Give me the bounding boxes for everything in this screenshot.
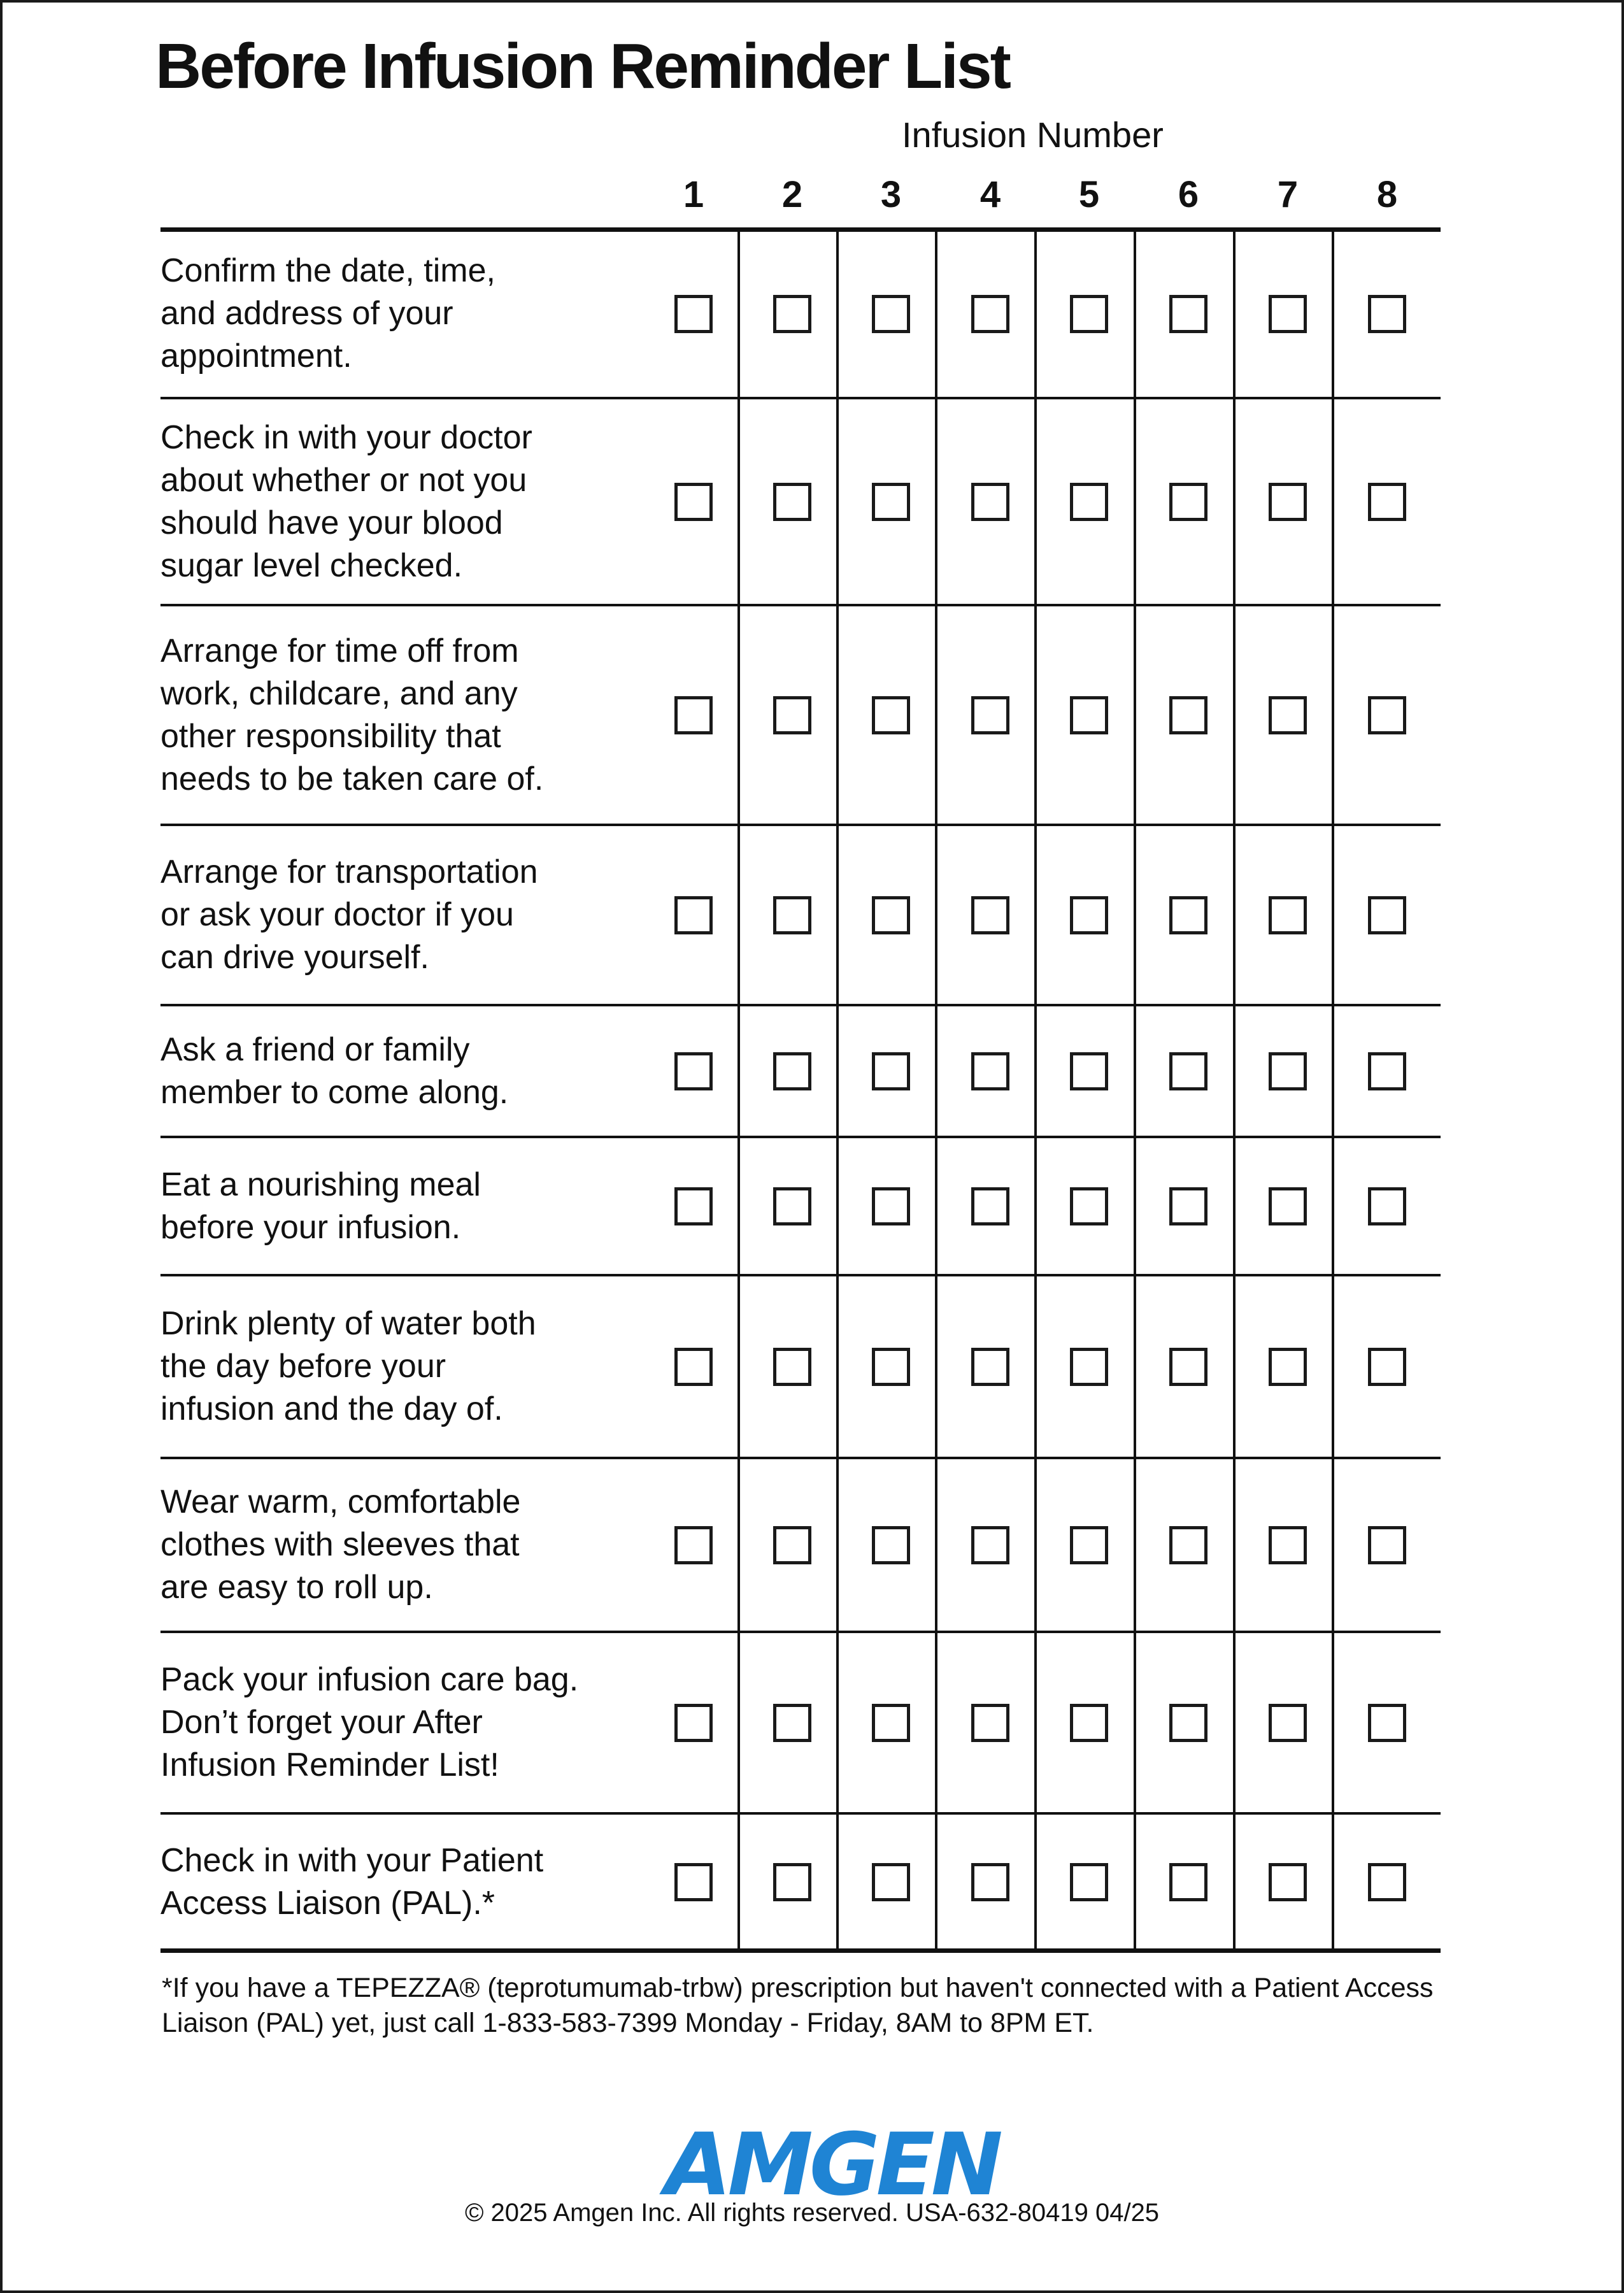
reminder-item-text: Drink plenty of water both the day before your infusion and the day of.: [160, 1305, 536, 1427]
checkbox[interactable]: [1169, 1704, 1207, 1742]
checkbox[interactable]: [674, 295, 713, 333]
checkbox[interactable]: [1169, 1187, 1207, 1225]
checkbox[interactable]: [1368, 1187, 1406, 1225]
checkbox[interactable]: [971, 1704, 1009, 1742]
checkbox[interactable]: [872, 696, 910, 734]
column-divider: [1034, 229, 1037, 1950]
column-divider: [1332, 229, 1334, 1950]
row-divider: [160, 1136, 1441, 1138]
column-divider: [1233, 229, 1236, 1950]
checkbox[interactable]: [674, 896, 713, 934]
checkbox[interactable]: [674, 483, 713, 521]
column-number: 4: [979, 174, 1001, 215]
checkbox[interactable]: [971, 1526, 1009, 1564]
row-divider: [160, 397, 1441, 399]
checkbox[interactable]: [674, 1348, 713, 1386]
checkbox[interactable]: [1169, 1052, 1207, 1090]
checkbox[interactable]: [1070, 1052, 1108, 1090]
checkbox[interactable]: [971, 295, 1009, 333]
checkbox[interactable]: [1070, 1704, 1108, 1742]
checkbox[interactable]: [1169, 295, 1207, 333]
checkbox[interactable]: [872, 1526, 910, 1564]
checkbox[interactable]: [1269, 1187, 1307, 1225]
checkbox[interactable]: [1269, 1526, 1307, 1564]
footnote: *If you have a TEPEZZA® (teprotumumab-trbw) prescription but haven't connected with a Patient Access Liaison (PAL) yet, just call 1-833-583-7399 Monday - Friday, 8AM to 8PM ET.: [162, 1973, 1434, 2038]
checkbox[interactable]: [1368, 1348, 1406, 1386]
checkbox[interactable]: [1070, 1526, 1108, 1564]
checkbox[interactable]: [773, 1348, 811, 1386]
column-divider: [737, 229, 740, 1950]
reminder-item-text: Pack your infusion care bag. Don’t forget your After Infusion Reminder List!: [160, 1661, 579, 1783]
row-divider: [160, 1457, 1441, 1459]
column-number: 8: [1376, 174, 1398, 215]
checkbox[interactable]: [1368, 295, 1406, 333]
checkbox[interactable]: [773, 896, 811, 934]
checkbox[interactable]: [872, 1348, 910, 1386]
checkbox[interactable]: [1169, 1348, 1207, 1386]
column-divider: [1134, 229, 1136, 1950]
checkbox[interactable]: [1368, 1052, 1406, 1090]
checkbox[interactable]: [773, 1052, 811, 1090]
checkbox[interactable]: [1169, 696, 1207, 734]
checkbox[interactable]: [1368, 483, 1406, 521]
row-divider: [160, 604, 1441, 606]
column-number: 2: [781, 174, 803, 215]
checkbox[interactable]: [773, 483, 811, 521]
checkbox[interactable]: [1070, 1863, 1108, 1901]
row-divider: [160, 1812, 1441, 1815]
checkbox[interactable]: [971, 1187, 1009, 1225]
reminder-item-text: Wear warm, comfortable clothes with sleeves that are easy to roll up.: [160, 1483, 521, 1606]
checkbox[interactable]: [971, 696, 1009, 734]
checkbox[interactable]: [773, 696, 811, 734]
reminder-item-text: Eat a nourishing meal before your infusion.: [160, 1166, 481, 1246]
amgen-logo: AMGEN: [665, 2115, 999, 2215]
checkbox[interactable]: [773, 1704, 811, 1742]
checkbox[interactable]: [1269, 1704, 1307, 1742]
checkbox[interactable]: [1269, 896, 1307, 934]
reminder-item-text: Arrange for transportation or ask your doctor if you can drive yourself.: [160, 854, 538, 976]
checkbox[interactable]: [674, 696, 713, 734]
checkbox[interactable]: [1070, 896, 1108, 934]
column-divider: [836, 229, 839, 1950]
checkbox[interactable]: [773, 1863, 811, 1901]
checkbox[interactable]: [1368, 1526, 1406, 1564]
checkbox[interactable]: [971, 1863, 1009, 1901]
checkbox[interactable]: [1368, 1704, 1406, 1742]
checkbox[interactable]: [1368, 1863, 1406, 1901]
checkbox[interactable]: [674, 1052, 713, 1090]
checkbox[interactable]: [674, 1704, 713, 1742]
reminder-item-text: Ask a friend or family member to come along.: [160, 1031, 509, 1111]
column-number: 5: [1078, 174, 1100, 215]
checkbox[interactable]: [773, 295, 811, 333]
row-divider: [160, 1948, 1441, 1953]
checkbox[interactable]: [872, 295, 910, 333]
column-number: 7: [1277, 174, 1299, 215]
checkbox[interactable]: [872, 896, 910, 934]
reminder-item-text: Arrange for time off from work, childcare, and any other responsibility that needs to be taken care of.: [160, 632, 544, 797]
column-number: 3: [880, 174, 902, 215]
checkbox[interactable]: [1269, 1348, 1307, 1386]
page-title: Before Infusion Reminder List: [155, 31, 1009, 102]
checkbox[interactable]: [872, 483, 910, 521]
checkbox[interactable]: [773, 1526, 811, 1564]
checkbox[interactable]: [1269, 1052, 1307, 1090]
reminder-item-text: Check in with your Patient Access Liaison (PAL).*: [160, 1841, 544, 1922]
checkbox[interactable]: [872, 1704, 910, 1742]
checkbox[interactable]: [1269, 483, 1307, 521]
reminder-item-text: Confirm the date, time, and address of your appointment.: [160, 252, 495, 375]
checkbox[interactable]: [872, 1052, 910, 1090]
column-number: 1: [683, 174, 704, 215]
checkbox[interactable]: [1269, 1863, 1307, 1901]
copyright-text: © 2025 Amgen Inc. All rights reserved. USA-632-80419 04/25: [464, 2199, 1160, 2227]
checkbox[interactable]: [674, 1187, 713, 1225]
checkbox[interactable]: [872, 1187, 910, 1225]
row-divider: [160, 1631, 1441, 1633]
checkbox[interactable]: [1169, 1526, 1207, 1564]
checkbox[interactable]: [1269, 696, 1307, 734]
infusion-number-label: Infusion Number: [902, 115, 1164, 155]
checkbox[interactable]: [971, 483, 1009, 521]
row-divider: [160, 1004, 1441, 1006]
checkbox[interactable]: [1269, 295, 1307, 333]
column-number: 6: [1178, 174, 1199, 215]
checkbox[interactable]: [1368, 696, 1406, 734]
checkbox[interactable]: [674, 1863, 713, 1901]
checkbox[interactable]: [773, 1187, 811, 1225]
checkbox[interactable]: [1169, 896, 1207, 934]
column-divider: [935, 229, 937, 1950]
checkbox[interactable]: [1368, 896, 1406, 934]
checkbox[interactable]: [1169, 483, 1207, 521]
checkbox[interactable]: [1070, 1348, 1108, 1386]
row-divider: [160, 824, 1441, 826]
checkbox[interactable]: [1070, 696, 1108, 734]
checkbox[interactable]: [1070, 1187, 1108, 1225]
checkbox[interactable]: [971, 1052, 1009, 1090]
checkbox[interactable]: [872, 1863, 910, 1901]
checkbox[interactable]: [1070, 483, 1108, 521]
checkbox[interactable]: [1070, 295, 1108, 333]
checkbox[interactable]: [674, 1526, 713, 1564]
row-divider: [160, 1274, 1441, 1276]
checkbox[interactable]: [1169, 1863, 1207, 1901]
checkbox[interactable]: [971, 896, 1009, 934]
reminder-item-text: Check in with your doctor about whether or not you should have your blood sugar level checked.: [160, 418, 532, 584]
checkbox[interactable]: [971, 1348, 1009, 1386]
row-divider: [160, 227, 1441, 232]
